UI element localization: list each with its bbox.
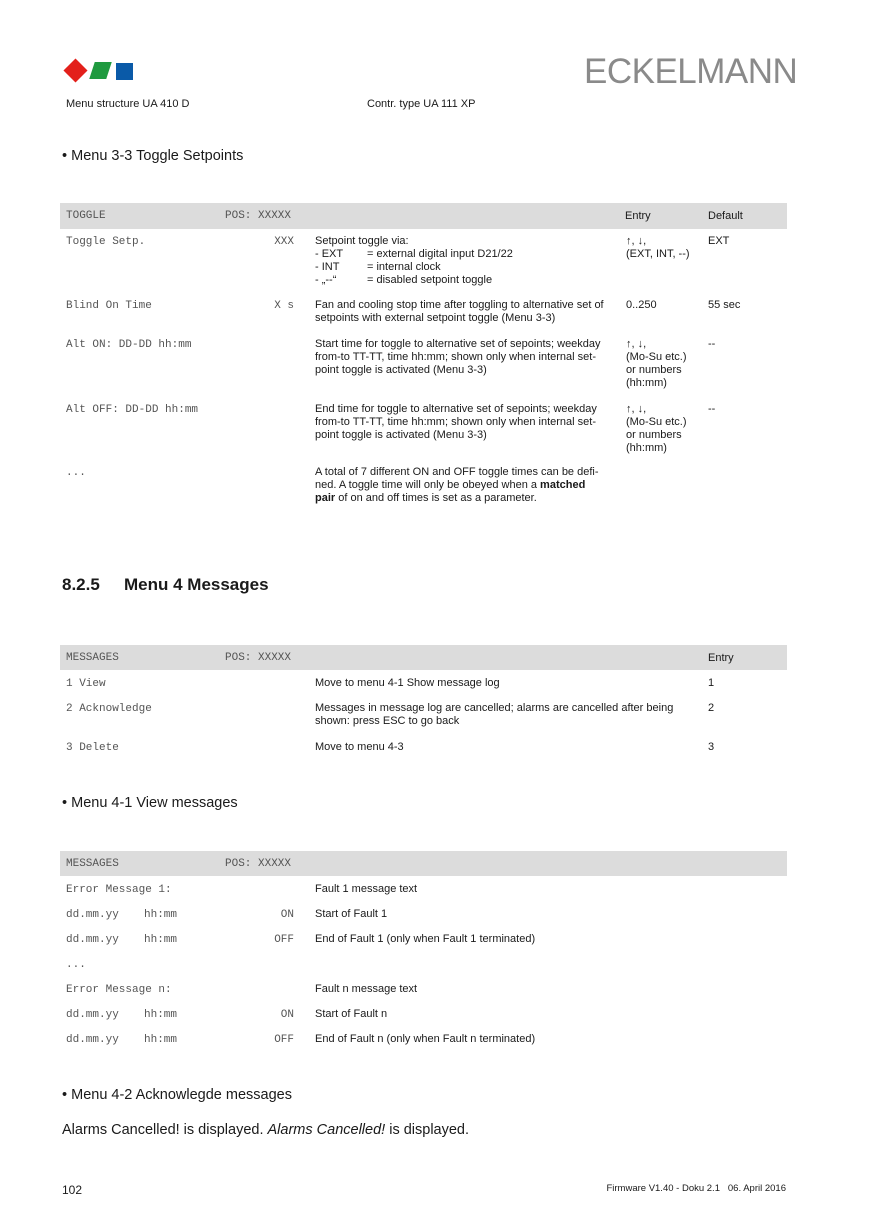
table-row-desc: Messages in message log are cancelled; alarms are cancelled after being shown: press ESC to go back — [315, 702, 674, 727]
section-heading-messages: 8.2.5 Menu 4 Messages — [62, 575, 269, 594]
table-row-key: ... — [66, 467, 86, 479]
table-row-default: -- — [708, 403, 716, 415]
table-row-key: 1 View — [66, 678, 106, 690]
table-row-value: X s — [274, 300, 294, 312]
ack-text: Alarms Cancelled! is displayed. Alarms Cancelled! is displayed. — [62, 1122, 470, 1138]
section-title-toggle: • Menu 3-3 Toggle Setpoints — [62, 148, 244, 164]
logo — [64, 58, 136, 84]
table-row-desc: Start of Fault 1 — [315, 908, 388, 920]
table-row-value: OFF — [274, 1034, 294, 1046]
table-row-desc: End of Fault 1 (only when Fault 1 terminated) — [315, 933, 536, 945]
section-title-ack: • Menu 4-2 Acknowlegde messages — [62, 1087, 292, 1103]
table-row-time: hh:mm — [144, 909, 178, 921]
header-center-caption: Contr. type UA 111 XP — [367, 98, 476, 110]
table-header-messages: MESSAGES POS: XXXXX Entry — [60, 645, 787, 670]
table-row-key: Blind On Time — [66, 300, 152, 312]
table-header-view: MESSAGES POS: XXXXX — [60, 851, 787, 876]
table-row-entry: 3 — [708, 741, 715, 753]
header-left-caption: Menu structure UA 410 D — [66, 98, 190, 110]
table-row-value: OFF — [274, 934, 294, 946]
table-row-date: dd.mm.yy — [66, 934, 119, 946]
table-row-key: ... — [66, 959, 86, 971]
table-row-entry: ↑, ↓, (EXT, INT, --) — [626, 235, 690, 260]
table-row-value: ON — [280, 909, 294, 921]
table-row-key: Error Message n: — [66, 984, 172, 996]
table-row-desc: Setpoint toggle via: - EXT = external digital input D21/22 - INT = internal clock - „--“ = disabled setpoint toggle — [315, 235, 513, 286]
table-row-desc: Fan and cooling stop time after toggling to alternative set of setpoints with external setpoint toggle (Menu 3-3) — [315, 299, 604, 324]
table-row-time: hh:mm — [144, 1034, 178, 1046]
footer-info: Firmware V1.40 - Doku 2.1 06. April 2016 — [606, 1183, 786, 1194]
table-row-date: dd.mm.yy — [66, 1009, 119, 1021]
table-row-key: Alt OFF: DD-DD hh:mm — [66, 404, 199, 416]
table-row-desc: Move to menu 4-3 — [315, 741, 404, 753]
table-row-entry: 2 — [708, 702, 715, 714]
bullet-icon: • — [62, 1087, 68, 1103]
table-row-time: hh:mm — [144, 934, 178, 946]
table-row-desc: A total of 7 different ON and OFF toggle times can be defi- ned. A toggle time will only be obeyed when a matched pair of on and off times is set as a parameter. — [315, 466, 599, 504]
table-row-desc: Fault 1 message text — [315, 883, 418, 895]
logo-blue-square — [116, 63, 133, 80]
table-row-date: dd.mm.yy — [66, 1034, 119, 1046]
table-row-default: -- — [708, 338, 716, 350]
table-row-value: ON — [280, 1009, 294, 1021]
table-header-toggle: TOGGLE POS: XXXXX Entry Default — [60, 203, 787, 229]
page-number: 102 — [62, 1183, 83, 1197]
table-row-desc: Start of Fault n — [315, 1008, 388, 1020]
table-row-desc: Fault n message text — [315, 983, 418, 995]
table-row-default: EXT — [708, 235, 730, 247]
table-row-date: dd.mm.yy — [66, 909, 119, 921]
table-row-key: Error Message 1: — [66, 884, 172, 896]
table-row-default: 55 sec — [708, 299, 741, 311]
bullet-icon: • — [62, 148, 68, 164]
section-title-view: • Menu 4-1 View messages — [62, 795, 238, 811]
table-row-entry: ↑, ↓, (Mo-Su etc.) or numbers (hh:mm) — [626, 338, 687, 389]
table-row-entry: 1 — [708, 677, 715, 689]
table-row-time: hh:mm — [144, 1009, 178, 1021]
table-row-key: 3 Delete — [66, 742, 119, 754]
table-row-desc: End of Fault n (only when Fault n terminated) — [315, 1033, 536, 1045]
table-row-entry: 0..250 — [626, 299, 657, 311]
table-row-entry: ↑, ↓, (Mo-Su etc.) or numbers (hh:mm) — [626, 403, 687, 454]
brand-name: ECKELMANN — [584, 52, 798, 91]
table-row-desc: End time for toggle to alternative set of sepoints; weekday from-to TT-TT, time hh:mm; shown only when internal set- point toggle is activated (Menu 3-3) — [315, 403, 597, 441]
table-row-value: XXX — [274, 236, 294, 248]
logo-green-diamond — [89, 62, 112, 79]
table-row-desc: Start time for toggle to alternative set of sepoints; weekday from-to TT-TT, time hh:mm; shown only when internal set- point toggle is activated (Menu 3-3) — [315, 338, 601, 376]
table-row-key: 2 Acknowledge — [66, 703, 152, 715]
bullet-icon: • — [62, 795, 68, 811]
table-row-key: Toggle Setp. — [66, 236, 146, 248]
logo-red-diamond — [63, 58, 87, 82]
table-row-desc: Move to menu 4-1 Show message log — [315, 677, 500, 689]
table-row-key: Alt ON: DD-DD hh:mm — [66, 339, 192, 351]
